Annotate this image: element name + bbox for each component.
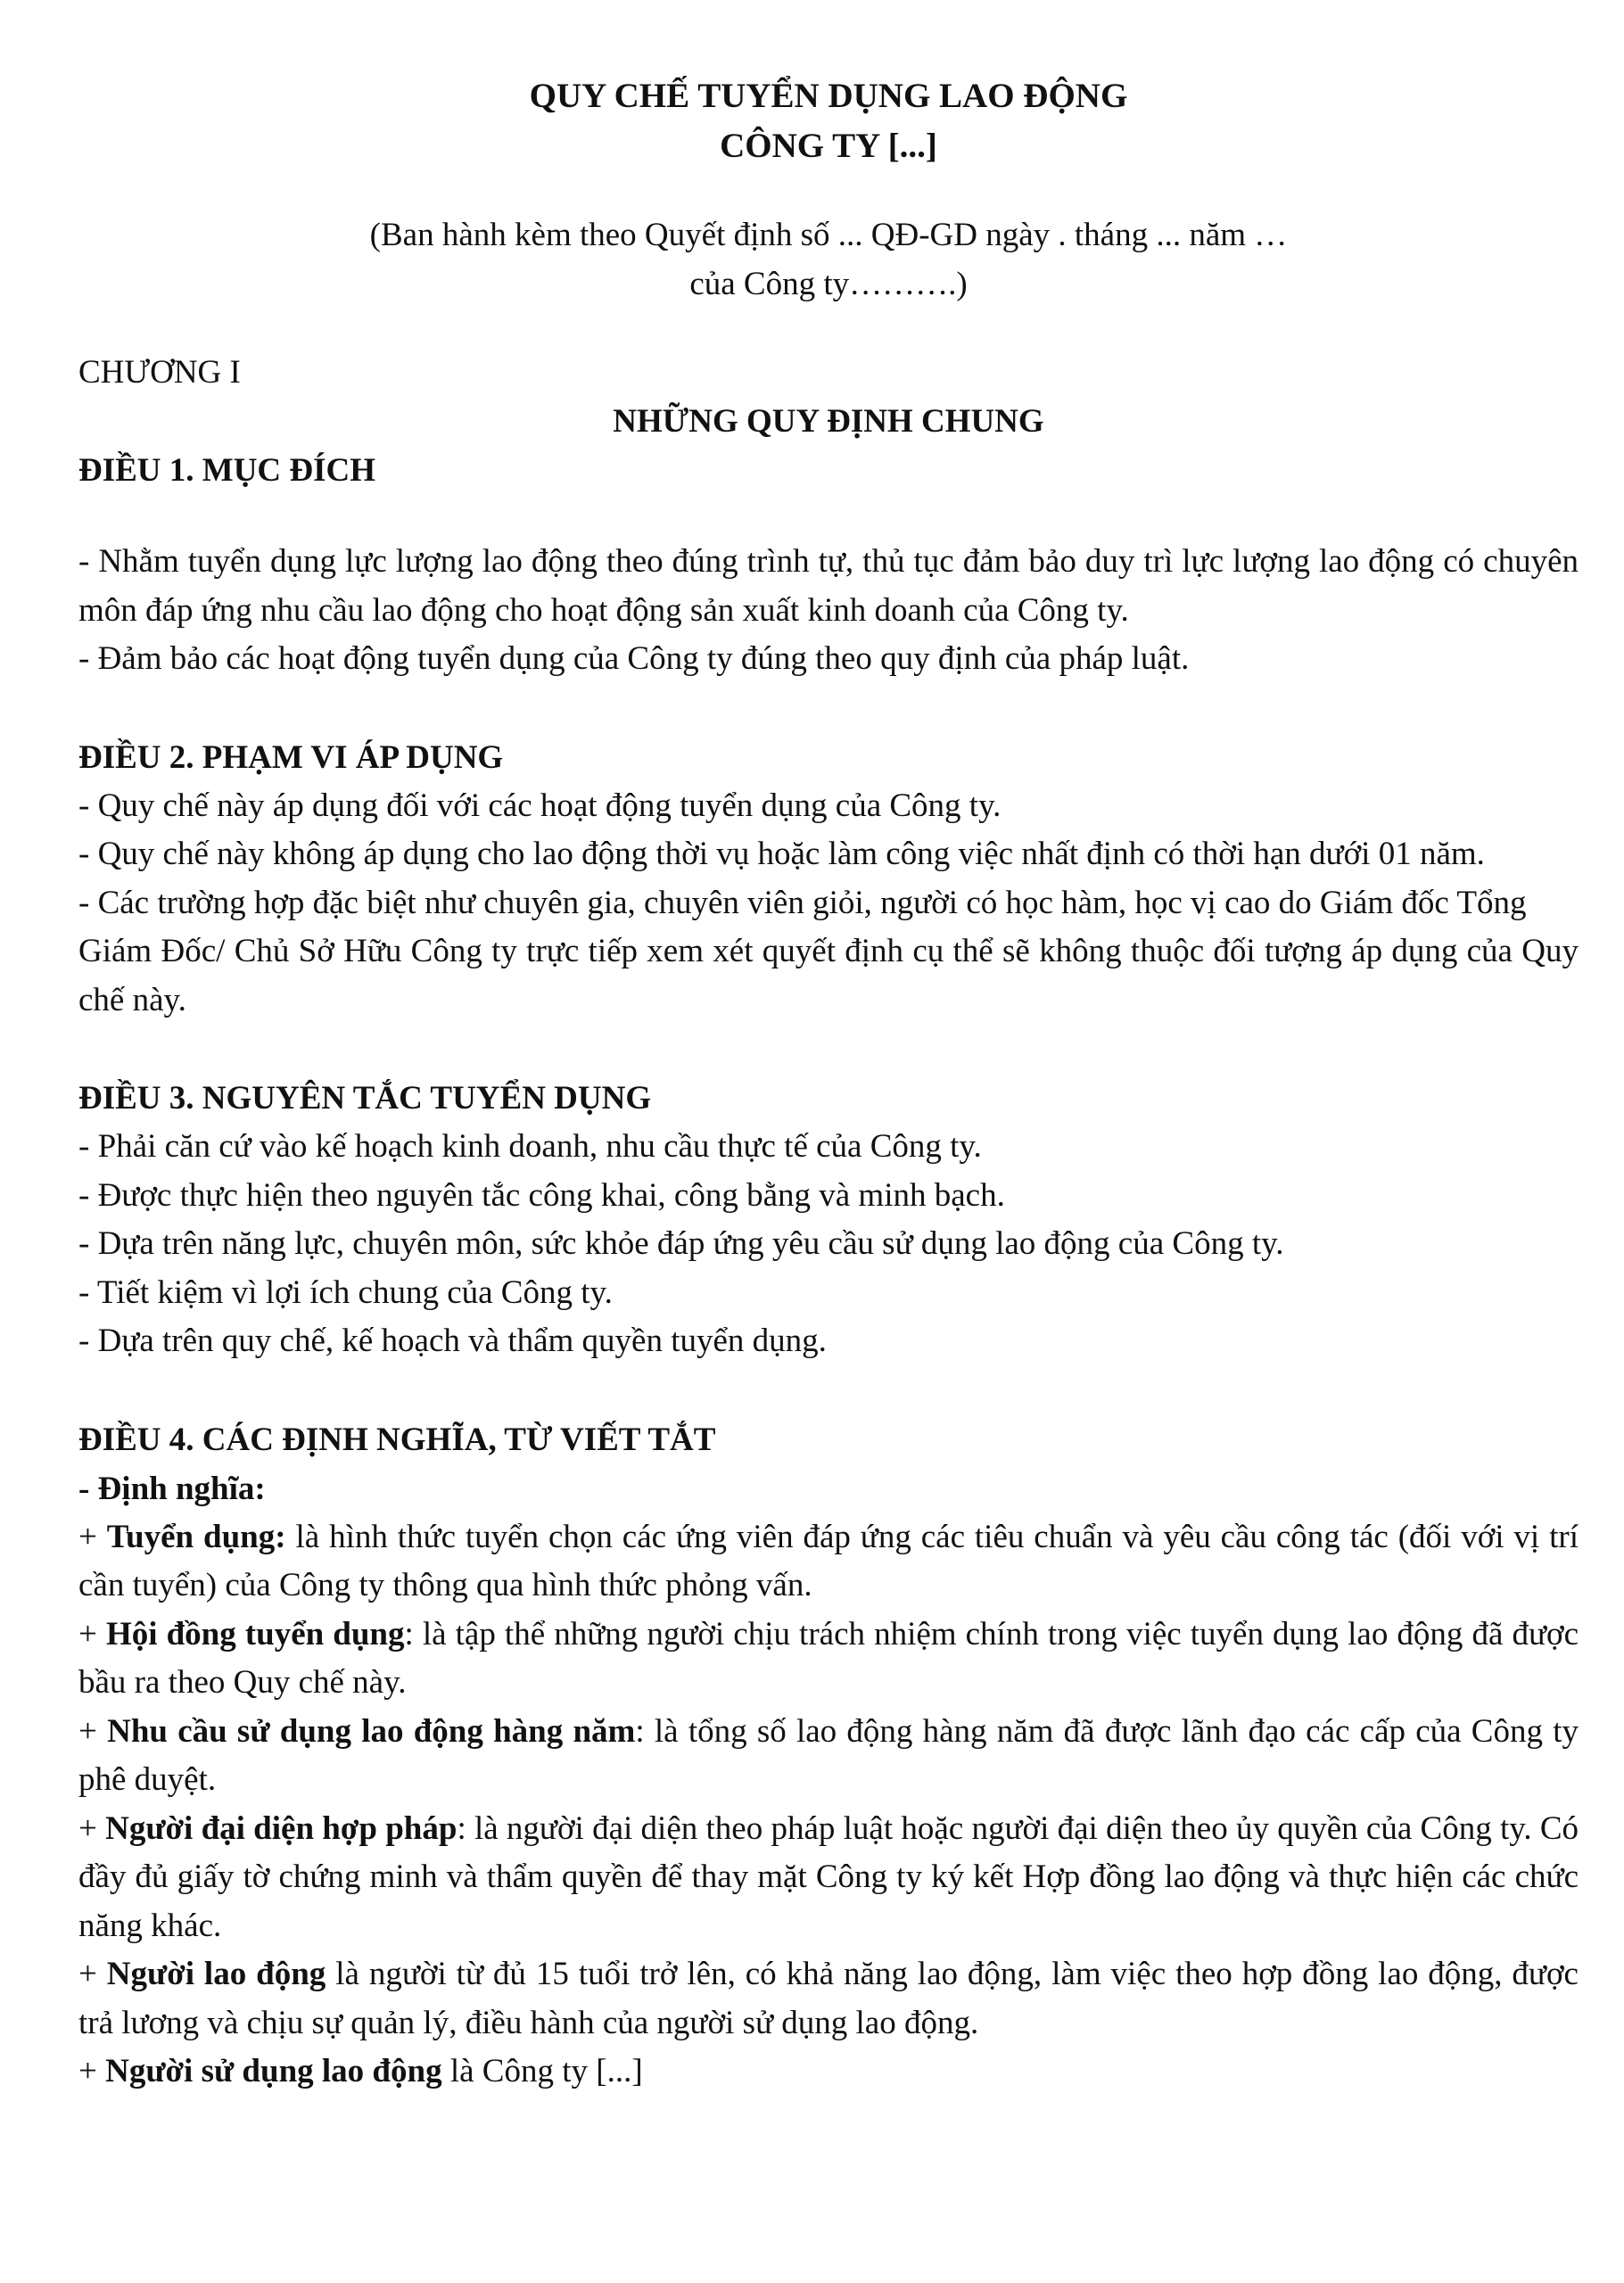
definition-term: Người đại diện hợp pháp <box>105 1809 458 1847</box>
definition-text: : là tổng số lao động hàng năm đã được lãnh đạo các cấp của Công ty phê duyệt. <box>78 1712 1579 1798</box>
article-2-item: - Quy chế này áp dụng đối với các hoạt động tuyển dụng của Công ty. <box>78 787 1002 824</box>
article-3-heading: ĐIỀU 3. NGUYÊN TẮC TUYỂN DỤNG <box>78 1080 652 1117</box>
definition-prefix: + <box>78 2053 106 2089</box>
definition-text: : là người đại diện theo pháp luật hoặc người đại diện theo ủy quyền của Công ty. Có đầy đủ giấy tờ chứng minh và thẩm quyền để thay mặt Công ty ký kết Hợp đồng lao động và thực hiện các chức năng khác. <box>78 1809 1579 1944</box>
article-3-item: - Phải căn cứ vào kế hoạch kinh doanh, nhu cầu thực tế của Công ty. <box>78 1128 982 1165</box>
title-line-2: CÔNG TY [...] <box>720 127 937 165</box>
definition-text: : là tập thể những người chịu trách nhiệm chính trong việc tuyển dụng lao động đã được bầu ra theo Quy chế này. <box>78 1615 1579 1701</box>
article-4-heading: ĐIỀU 4. CÁC ĐỊNH NGHĨA, TỪ VIẾT TẮT <box>78 1421 716 1458</box>
definition-item <box>78 1513 1579 1611</box>
article-4-subheading: - Định nghĩa: <box>78 1470 266 1507</box>
document-page <box>78 71 1579 2097</box>
article-3-item: - Dựa trên năng lực, chuyên môn, sức khỏe đáp ứng yêu cầu sử dụng lao động của Công ty. <box>78 1225 1284 1262</box>
definition-term: Tuyển dụng: <box>106 1518 286 1555</box>
article-2-item: Giám Đốc/ Chủ Sở Hữu Công ty trực tiếp xem xét quyết định cụ thể sẽ không thuộc đối tượng áp dụng của Quy chế này. <box>78 933 1579 1018</box>
article-3-item: - Tiết kiệm vì lợi ích chung của Công ty. <box>78 1273 613 1311</box>
article-1-item: - Đảm bảo các hoạt động tuyển dụng của Công ty đúng theo quy định của pháp luật. <box>78 640 1190 677</box>
definition-item <box>78 2048 1579 2097</box>
definition-prefix: + <box>78 1518 107 1555</box>
subtitle-line-2: của Công ty……….) <box>689 266 968 302</box>
chapter-label: CHƯƠNG I <box>78 354 241 391</box>
article-1-item: - Nhằm tuyển dụng lực lượng lao động theo đúng trình tự, thủ tục đảm bảo duy trì lực lượng lao động có chuyên môn đáp ứng nhu cầu lao động cho hoạt động sản xuất kinh doanh của Công ty. <box>78 543 1579 629</box>
definition-term: Hội đồng tuyển dụng <box>105 1615 405 1652</box>
definition-text: là hình thức tuyển chọn các ứng viên đáp ứng các tiêu chuẩn và yêu cầu công tác (đối với vị trí cần tuyển) của Công ty thông qua hình thức phỏng vấn. <box>78 1518 1579 1603</box>
definition-prefix: + <box>78 1615 106 1652</box>
definition-item <box>78 1708 1579 1805</box>
chapter-title: NHỮNG QUY ĐỊNH CHUNG <box>613 403 1044 440</box>
definition-term: Người lao động <box>106 1956 326 1992</box>
article-1-heading: ĐIỀU 1. MỤC ĐÍCH <box>78 452 375 489</box>
definition-item <box>78 1805 1579 1951</box>
document-title <box>78 71 1579 171</box>
document-subtitle <box>78 210 1579 309</box>
title-line-1: QUY CHẾ TUYỂN DỤNG LAO ĐỘNG <box>529 77 1128 115</box>
definition-term: Người sử dụng lao động <box>105 2053 442 2089</box>
article-2-heading: ĐIỀU 2. PHẠM VI ÁP DỤNG <box>78 738 504 776</box>
article-3-item: - Dựa trên quy chế, kế hoạch và thẩm quyền tuyển dụng. <box>78 1323 827 1359</box>
definition-term: Nhu cầu sử dụng lao động hàng năm <box>107 1712 636 1750</box>
subtitle-line-1: (Ban hành kèm theo Quyết định số ... QĐ-GD ngày . tháng ... năm … <box>369 217 1288 253</box>
definition-prefix: + <box>78 1956 107 1992</box>
definition-text: là Công ty [...] <box>441 2053 643 2089</box>
article-2-item: - Quy chế này không áp dụng cho lao động thời vụ hoặc làm công việc nhất định có thời hạn dưới 01 năm. <box>78 836 1485 872</box>
article-3-item: - Được thực hiện theo nguyên tắc công khai, công bằng và minh bạch. <box>78 1176 1005 1214</box>
definition-item <box>78 1950 1579 2048</box>
article-2-item: - Các trường hợp đặc biệt như chuyên gia, chuyên viên giỏi, người có học hàm, học vị cao do Giám đốc Tổng <box>78 884 1527 921</box>
definition-item <box>78 1611 1579 1708</box>
definition-text: là người từ đủ 15 tuổi trở lên, có khả năng lao động, làm việc theo hợp đồng lao động, được trả lương và chịu sự quản lý, điều hành của người sử dụng lao động. <box>78 1956 1579 2041</box>
definition-prefix: + <box>78 1712 108 1750</box>
definition-prefix: + <box>78 1809 106 1847</box>
